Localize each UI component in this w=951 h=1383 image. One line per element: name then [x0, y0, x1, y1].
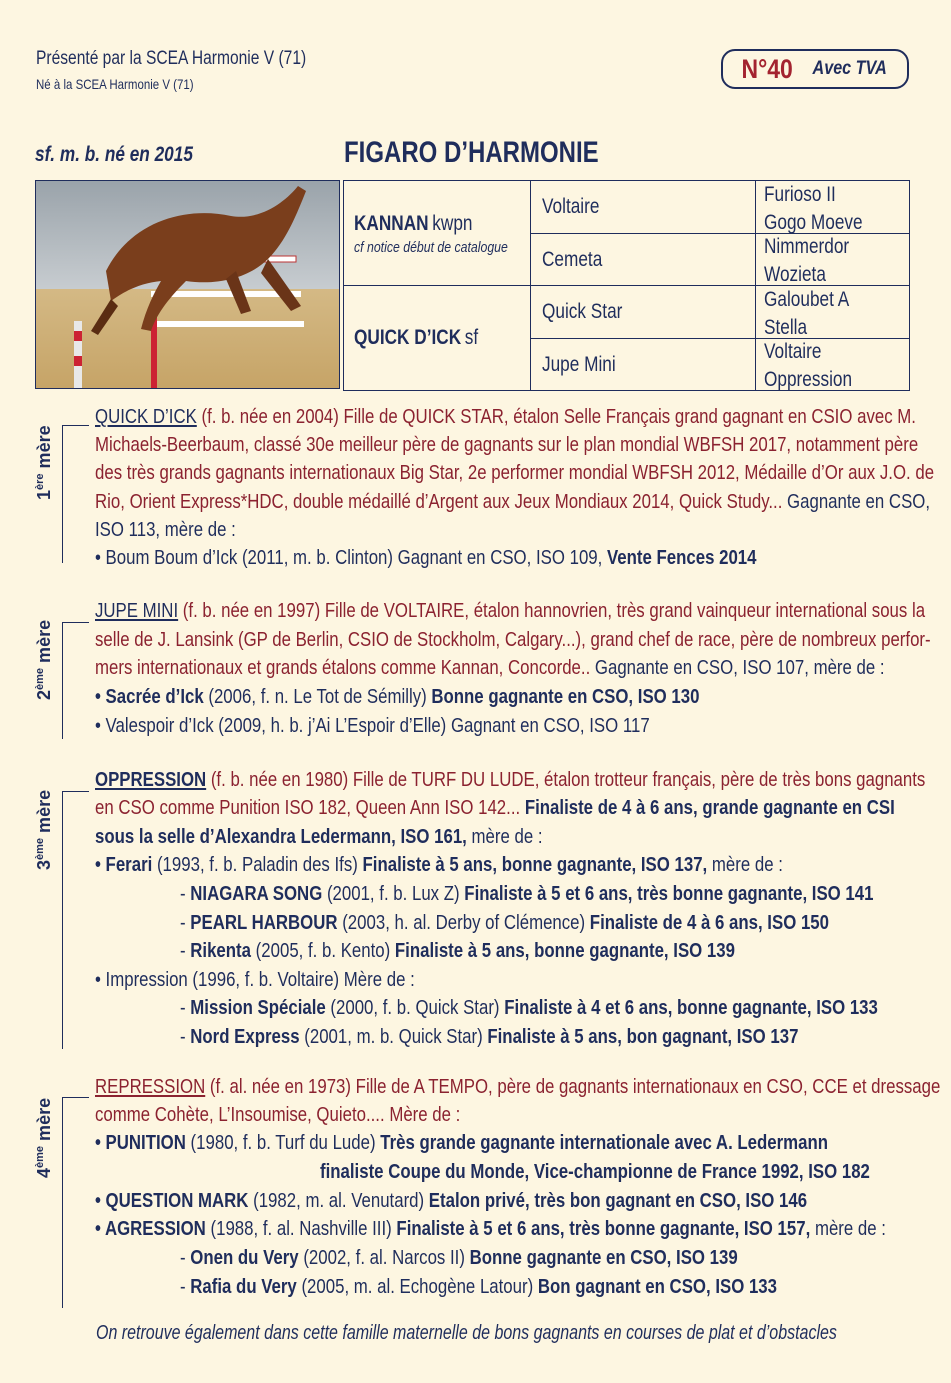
- ggp-name: Gogo Moeve: [764, 211, 863, 234]
- sire-breed: kwpn: [432, 212, 473, 235]
- section-3-label: 3ème mère: [34, 789, 54, 870]
- section-3-grandprogeny-2: - PEARL HARBOUR (2003, h. al. Derby of Clémence) Finaliste de 4 à 6 ans, ISO 150: [180, 911, 829, 934]
- section-3-grandprogeny-3: - Rikenta (2005, f. b. Kento) Finaliste à 5 ans, bonne gagnante, ISO 139: [180, 939, 735, 962]
- section-3-progeny-2: • Impression (1996, f. b. Voltaire) Mère de :: [95, 968, 415, 991]
- section-1-line-3: des très grands gagnants internationaux Big Star, 2e performer mondial WBFSH 2012, Médaille d’Or aux J.O. de: [95, 461, 935, 484]
- dam-breed: sf: [464, 326, 479, 349]
- pedigree-sire-dam: [530, 234, 755, 286]
- section-1-progeny-1: • Boum Boum d’Ick (2011, m. b. Clinton) Gagnant en CSO, ISO 109, Vente Fences 2014: [95, 546, 757, 569]
- presented-by: Présenté par la SCEA Harmonie V (71): [36, 48, 307, 69]
- section-2-bracket: [62, 622, 89, 739]
- dam-3-name: OPPRESSION: [95, 768, 207, 791]
- section-1-bracket: [62, 425, 89, 563]
- section-1-label: 1ère mère: [34, 425, 54, 500]
- jumping-horse-illustration: [36, 181, 340, 389]
- lot-tax: Avec TVA: [812, 58, 887, 79]
- sire-name: KANNAN: [354, 212, 429, 235]
- section-4-progeny-1: • PUNITION (1980, f. b. Turf du Lude) Très grande gagnante internationale avec A. Ledermann: [95, 1131, 829, 1154]
- dam-sire-name: Quick Star: [542, 300, 623, 323]
- ggp-name: Nimmerdor: [764, 235, 850, 258]
- section-1-line-2: Michaels-Beerbaum, classé 30e meilleur père de gagnants sur le plan mondial WBFSH 2017, notamment père: [95, 433, 919, 456]
- ggp-name: Voltaire: [764, 340, 822, 363]
- pedigree-dam-sire: [530, 286, 755, 339]
- pedigree-table: [343, 180, 910, 391]
- section-1-line-4: Rio, Orient Express*HDC, double médaillé d’Argent aux Jeux Mondiaux 2014, Quick Study... Gagnante en CSO,: [95, 490, 931, 513]
- section-2-line-2: selle de J. Lansink (GP de Berlin, CSIO de Stockholm, Calgary...), grand chef de race, père de nombreux perfor-: [95, 628, 931, 651]
- pedigree-sire: [343, 181, 530, 286]
- ggp-name: Stella: [764, 316, 808, 339]
- pedigree-ggp-2: [755, 234, 910, 286]
- dam-name: QUICK D’ICK: [354, 326, 462, 349]
- section-4-grandprogeny-2: - Rafia du Very (2005, m. al. Echogène Latour) Bon gagnant en CSO, ISO 133: [180, 1275, 777, 1298]
- horse-description: sf. m. b. né en 2015: [35, 143, 193, 166]
- section-2-label: 2ème mère: [34, 619, 54, 700]
- pedigree-dam: [343, 286, 530, 391]
- section-2-progeny-2: • Valespoir d’Ick (2009, h. b. j’Ai L’Espoir d’Elle) Gagnant en CSO, ISO 117: [95, 714, 650, 737]
- sire-note: cf notice début de catalogue: [354, 239, 508, 256]
- section-3-grandprogeny-4: - Mission Spéciale (2000, f. b. Quick Star) Finaliste à 4 et 6 ans, bonne gagnante, ISO 133: [180, 996, 878, 1019]
- section-4-line-1: REPRESSION (f. al. née en 1973) Fille de A TEMPO, père de gagnants internationaux en CSO, CCE et dressage: [95, 1075, 941, 1098]
- pedigree-ggp-4: [755, 339, 910, 391]
- horse-photo: [35, 180, 340, 389]
- dam-1-name: QUICK D’ICK: [95, 405, 197, 428]
- section-1-line-1: QUICK D’ICK (f. b. née en 2004) Fille de QUICK STAR, étalon Selle Français grand gagnant en CSIO avec M.: [95, 405, 916, 428]
- lot-badge: [721, 49, 909, 89]
- section-3-line-2: en CSO comme Punition ISO 182, Queen Ann ISO 142... Finaliste de 4 à 6 ans, grande gagnante en CSI: [95, 796, 895, 819]
- pedigree-dam-dam: [530, 339, 755, 391]
- section-4-bracket: [62, 1097, 89, 1308]
- section-3-line-3: sous la selle d’Alexandra Ledermann, ISO 161, mère de :: [95, 825, 543, 848]
- lot-number: N°40: [741, 53, 793, 84]
- pedigree-sire-sire: [530, 181, 755, 234]
- section-2-line-1: JUPE MINI (f. b. née en 1997) Fille de VOLTAIRE, étalon hannovrien, très grand vainqueur international sous la: [95, 599, 926, 622]
- ggp-name: Galoubet A: [764, 288, 850, 311]
- horse-name: FIGARO D’HARMONIE: [344, 136, 599, 169]
- section-4-progeny-1-cont: finaliste Coupe du Monde, Vice-championne de France 1992, ISO 182: [320, 1160, 870, 1183]
- section-2-progeny-1: • Sacrée d’Ick (2006, f. n. Le Tot de Sémilly) Bonne gagnante en CSO, ISO 130: [95, 685, 700, 708]
- section-4-line-2: comme Cohète, L’Insoumise, Quieto.... Mère de :: [95, 1103, 461, 1126]
- closing-note: On retrouve également dans cette famille maternelle de bons gagnants en courses de plat et d’obstacles: [96, 1322, 837, 1344]
- sire-sire-name: Voltaire: [542, 195, 600, 218]
- dam-4-name: REPRESSION: [95, 1075, 206, 1098]
- section-4-progeny-3: • AGRESSION (1988, f. al. Nashville III) Finaliste à 5 et 6 ans, très bonne gagnante, ISO 157, mère de :: [95, 1217, 886, 1240]
- section-4-label: 4ème mère: [34, 1097, 54, 1178]
- ggp-name: Oppression: [764, 368, 853, 391]
- dam-2-name: JUPE MINI: [95, 599, 179, 622]
- section-3-progeny-1: • Ferari (1993, f. b. Paladin des Ifs) Finaliste à 5 ans, bonne gagnante, ISO 137, mère de :: [95, 853, 783, 876]
- pedigree-ggp-1: [755, 181, 910, 234]
- ggp-name: Furioso II: [764, 183, 836, 206]
- sire-dam-name: Cemeta: [542, 248, 603, 271]
- section-3-line-1: OPPRESSION (f. b. née en 1980) Fille de TURF DU LUDE, étalon trotteur français, père de très bons gagnants: [95, 768, 926, 791]
- pedigree-ggp-3: [755, 286, 910, 339]
- section-4-grandprogeny-1: - Onen du Very (2002, f. al. Narcos II) Bonne gagnante en CSO, ISO 139: [180, 1246, 738, 1269]
- section-4-progeny-2: • QUESTION MARK (1982, m. al. Venutard) Etalon privé, très bon gagnant en CSO, ISO 146: [95, 1189, 808, 1212]
- section-3-bracket: [62, 791, 89, 1049]
- section-2-line-3: mers internationaux et grands étalons comme Kannan, Concorde.. Gagnante en CSO, ISO 107, mère de :: [95, 656, 885, 679]
- born-at: Né à la SCEA Harmonie V (71): [36, 76, 194, 92]
- ggp-name: Wozieta: [764, 263, 826, 286]
- dam-dam-name: Jupe Mini: [542, 353, 616, 376]
- section-3-grandprogeny-5: - Nord Express (2001, m. b. Quick Star) Finaliste à 5 ans, bon gagnant, ISO 137: [180, 1025, 799, 1048]
- section-1-line-5: ISO 113, mère de :: [95, 518, 236, 541]
- section-3-grandprogeny-1: - NIAGARA SONG (2001, f. b. Lux Z) Finaliste à 5 et 6 ans, très bonne gagnante, ISO 141: [180, 882, 874, 905]
